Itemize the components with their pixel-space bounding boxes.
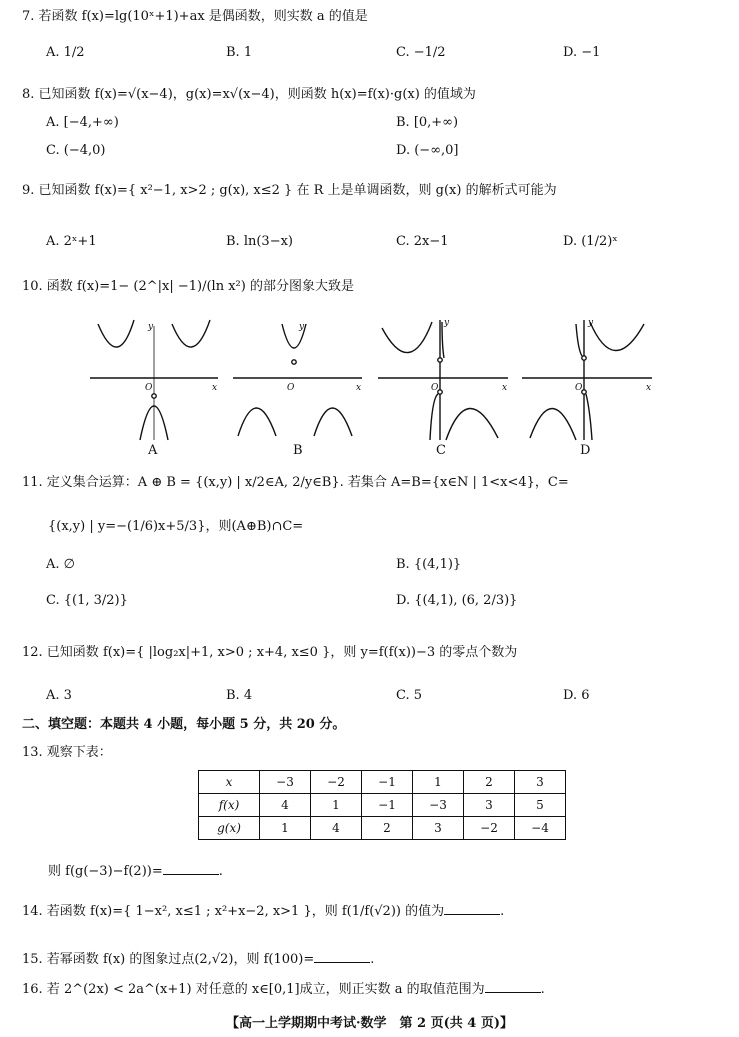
q16-stem-text: 16. 若 2^(2x) < 2a^(x+1) 对任意的 x∈[0,1]成立，则正实数 a 的取值范围为 [22, 982, 485, 997]
table-row [199, 817, 566, 840]
q11-option-b: B. {(4,1)} [396, 557, 462, 572]
table-cell: 4 [260, 794, 311, 817]
q12-option-d: D. 6 [563, 688, 590, 703]
table-cell: 1 [413, 771, 464, 794]
q8-option-d: D. (−∞,0] [396, 143, 459, 158]
q9-stem: 9. 已知函数 f(x)={ x²−1, x>2 ; g(x), x≤2 } 在 R 上是单调函数，则 g(x) 的解析式可能为 [22, 183, 557, 198]
table-cell: 3 [413, 817, 464, 840]
q11-option-d: D. {(4,1), (6, 2/3)} [396, 593, 518, 608]
q13-ask: 则 f(g(−3)−f(2))= . [48, 864, 223, 879]
graph-d-x-label: x [646, 383, 652, 393]
q11-option-a: A. ∅ [46, 557, 75, 572]
graph-a-label: A [148, 443, 158, 458]
graph-d-label: D [580, 443, 591, 458]
graph-b [233, 324, 362, 436]
q13-table [198, 770, 566, 840]
graph-c-x-label: x [502, 383, 508, 393]
table-row [199, 794, 566, 817]
q7-option-c: C. −1/2 [396, 45, 446, 60]
graph-a [90, 320, 218, 440]
table-cell: 3 [464, 794, 515, 817]
graph-b-origin: O [287, 383, 295, 393]
q10-stem: 10. 函数 f(x)=1− (2^|x| −1)/(ln x²) 的部分图象大致是 [22, 279, 354, 294]
q12-option-a: A. 3 [46, 688, 72, 703]
q8-option-c: C. (−4,0) [46, 143, 106, 158]
answer-blank[interactable] [485, 980, 541, 993]
q11-stem-line2: {(x,y) | y=−(1/6)x+5/3}，则(A⊕B)∩C= [48, 519, 304, 534]
table-cell: −3 [260, 771, 311, 794]
q11-stem-line1: 11. 定义集合运算：A ⊕ B = {(x,y) | x/2∈A, 2/y∈B}. 若集合 A=B={x∈N | 1<x<4}，C= [22, 475, 569, 490]
q8-stem: 8. 已知函数 f(x)=√(x−4)，g(x)=x√(x−4)，则函数 h(x)=f(x)·g(x) 的值域为 [22, 87, 476, 102]
q9-option-b: B. ln(3−x) [226, 234, 293, 249]
q15-stem: 15. 若幂函数 f(x) 的图象过点(2,√2)，则 f(100)= . [22, 952, 375, 967]
q13-stem: 13. 观察下表： [22, 745, 112, 760]
q12-option-c: C. 5 [396, 688, 423, 703]
table-cell: 1 [311, 794, 362, 817]
q13-ask-text: 则 f(g(−3)−f(2))= [48, 864, 163, 879]
q8-option-b: B. [0,+∞) [396, 115, 459, 130]
table-cell: −2 [311, 771, 362, 794]
graph-c-label: C [436, 443, 446, 458]
graph-c [378, 320, 508, 440]
graph-c-y-label: y [444, 318, 450, 328]
table-cell: g(x) [199, 817, 260, 840]
graph-b-label: B [293, 443, 303, 458]
answer-blank[interactable] [163, 862, 219, 875]
q9-option-c: C. 2x−1 [396, 234, 449, 249]
q15-stem-text: 15. 若幂函数 f(x) 的图象过点(2,√2)，则 f(100)= [22, 952, 315, 967]
q16-stem: 16. 若 2^(2x) < 2a^(x+1) 对任意的 x∈[0,1]成立，则正实数 a 的取值范围为 . [22, 982, 545, 997]
q14-stem-text: 14. 若函数 f(x)={ 1−x², x≤1 ; x²+x−2, x>1 }，则 f(1/f(√2)) 的值为 [22, 904, 445, 919]
graph-a-y-label: y [148, 322, 154, 332]
graph-d-origin: O [575, 383, 583, 393]
graph-b-x-label: x [356, 383, 362, 393]
q9-option-a: A. 2ˣ+1 [46, 234, 97, 249]
q9-option-d: D. (1/2)ˣ [563, 234, 618, 249]
answer-blank[interactable] [444, 902, 500, 915]
q7-option-a: A. 1/2 [46, 45, 85, 60]
graph-a-x-label: x [212, 383, 218, 393]
q7-option-d: D. −1 [563, 45, 601, 60]
q7-stem: 7. 若函数 f(x)=lg(10ˣ+1)+ax 是偶函数，则实数 a 的值是 [22, 9, 368, 24]
section-2-heading: 二、填空题：本题共 4 小题，每小题 5 分，共 20 分。 [22, 717, 346, 732]
q7-option-b: B. 1 [226, 45, 253, 60]
q8-option-a: A. [−4,+∞) [46, 115, 119, 130]
table-cell: −1 [362, 794, 413, 817]
q14-stem: 14. 若函数 f(x)={ 1−x², x≤1 ; x²+x−2, x>1 }，则 f(1/f(√2)) 的值为 . [22, 904, 505, 919]
table-cell: f(x) [199, 794, 260, 817]
table-cell: −4 [515, 817, 566, 840]
table-cell: x [199, 771, 260, 794]
graph-c-origin: O [431, 383, 439, 393]
table-cell: 1 [260, 817, 311, 840]
table-cell: −1 [362, 771, 413, 794]
answer-blank[interactable] [314, 950, 370, 963]
page-footer: 【高一上学期期中考试·数学 第 2 页(共 4 页)】 [225, 1016, 514, 1031]
graph-b-y-label: y [299, 322, 305, 332]
q12-option-b: B. 4 [226, 688, 253, 703]
table-row [199, 771, 566, 794]
table-cell: 2 [362, 817, 413, 840]
table-cell: −2 [464, 817, 515, 840]
table-cell: 3 [515, 771, 566, 794]
graph-d-y-label: y [588, 318, 594, 328]
graph-a-origin: O [145, 383, 153, 393]
q12-stem: 12. 已知函数 f(x)={ |log₂x|+1, x>0 ; x+4, x≤0 }，则 y=f(f(x))−3 的零点个数为 [22, 645, 518, 660]
table-cell: 4 [311, 817, 362, 840]
q11-option-c: C. {(1, 3/2)} [46, 593, 128, 608]
table-cell: 5 [515, 794, 566, 817]
graph-d [522, 320, 652, 440]
table-cell: −3 [413, 794, 464, 817]
table-cell: 2 [464, 771, 515, 794]
